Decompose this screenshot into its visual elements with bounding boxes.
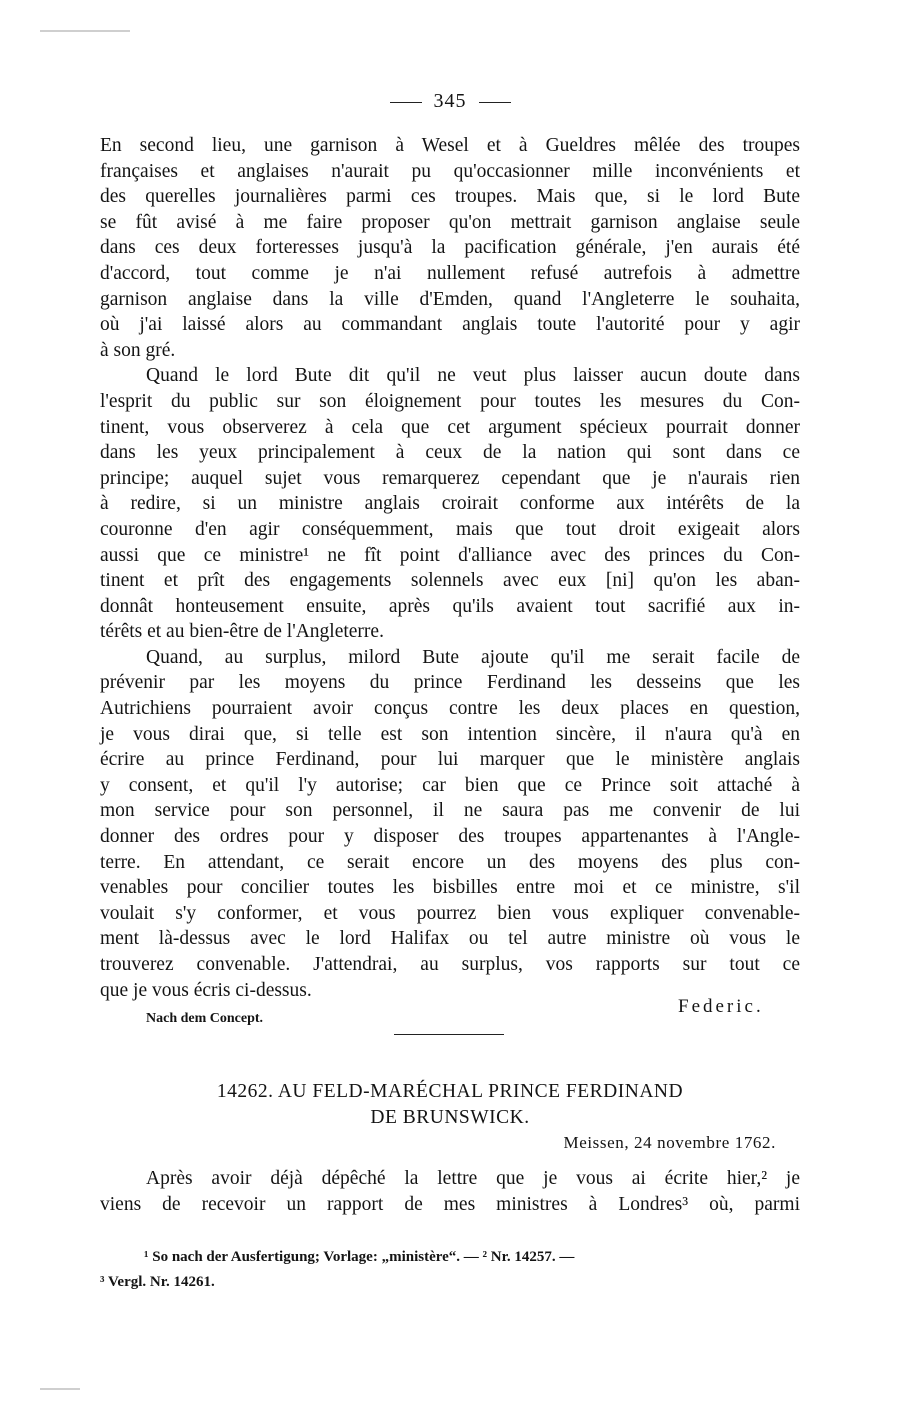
text-line: Autrichiens pourraient avoir conçus contre les deux places en question, (100, 698, 800, 720)
footnote-line: ¹ So nach der Ausfertigung; Vorlage: „ministère“. — ² Nr. 14257. — (144, 1249, 575, 1265)
rule-left (390, 102, 422, 103)
text-line: tinent, vous observerez à cela que cet argument spécieux pourrait donner (100, 416, 800, 438)
text-line: donner des ordres pour y disposer des troupes appartenantes à l'Angle- (100, 826, 800, 848)
letter-heading-line-1: 14262. AU FELD-MARÉCHAL PRINCE FERDINAND (216, 1081, 684, 1102)
paragraph (100, 363, 800, 645)
paragraph (100, 133, 800, 363)
letter-text (100, 1166, 800, 1217)
scan-speck (40, 30, 130, 32)
page-number-header (0, 90, 900, 113)
paragraph (100, 645, 800, 1003)
text-line: à redire, si un ministre anglais croirait conforme aux intérêts de la (100, 493, 800, 515)
text-line: des querelles journalières parmi ces troupes. Mais que, si le lord Bute (100, 186, 800, 208)
letter-dateline: Meissen, 24 novembre 1762. (563, 1133, 776, 1152)
text-line: donnât honteusement ensuite, après qu'ils avaient tout sacrifié aux in- (100, 595, 800, 617)
text-line: écrire au prince Ferdinand, pour lui marquer que le ministère anglais (100, 749, 800, 771)
text-line: viens de recevoir un rapport de mes ministres à Londres³ où, parmi (100, 1193, 800, 1215)
text-line: d'accord, tout comme je n'ai nullement refusé autrefois à admettre (100, 262, 800, 284)
text-line: ment là-dessus avec le lord Halifax ou tel autre ministre où vous le (100, 928, 800, 950)
text-line: térêts et au bien-être de l'Angleterre. (100, 621, 384, 643)
text-line: mon service pour son personnel, il ne saura pas me convenir de lui (100, 800, 800, 822)
footnote-line: ³ Vergl. Nr. 14261. (100, 1274, 215, 1290)
text-line: trouverez convenable. J'attendrai, au surplus, vos rapports sur tout ce (100, 954, 800, 975)
text-line: Après avoir déjà dépêché la lettre que je vous ai écrite hier,² je (146, 1168, 800, 1189)
text-line: voulait s'y conformer, et vous pourrez bien vous expliquer convenable- (100, 902, 800, 924)
rule-right (479, 102, 511, 103)
page-number: 345 (433, 90, 467, 112)
text-line: où j'ai laissé alors au commandant anglais toute l'autorité pour y agir (100, 314, 800, 336)
text-line: aussi que ce ministre¹ ne fît point d'alliance avec des princes du Con- (100, 544, 800, 566)
text-line: se fût avisé à me faire proposer qu'on mettrait garnison anglaise seule (100, 211, 800, 233)
section-divider (394, 1034, 504, 1035)
footnotes (100, 1245, 800, 1295)
text-line: l'esprit du public sur son éloignement pour toutes les mesures du Con- (100, 390, 800, 412)
signature: Federic. (678, 996, 764, 1017)
text-line: dans les yeux principalement à ceux de la nation qui sont dans ce (100, 442, 800, 464)
text-line: En second lieu, une garnison à Wesel et à Gueldres mêlée des troupes (100, 135, 800, 156)
letter-heading-line-2: DE BRUNSWICK. (370, 1107, 530, 1128)
source-note: Nach dem Concept. (146, 1011, 264, 1026)
text-line: venables pour concilier toutes les bisbilles entre moi et ce ministre, s'il (100, 877, 800, 899)
text-line: garnison anglaise dans la ville d'Emden, quand l'Angleterre le souhaita, (100, 288, 800, 310)
text-line: terre. En attendant, ce serait encore un des moyens des plus con- (100, 851, 800, 873)
text-line: y consent, et qu'il l'y autorise; car bien que ce Prince soit attaché à (100, 774, 800, 796)
text-line: Quand le lord Bute dit qu'il ne veut plus laisser aucun doute dans (146, 365, 800, 387)
text-line: à son gré. (100, 339, 176, 361)
text-line: françaises et anglaises n'aurait pu qu'occasionner mille inconvénients et (100, 160, 800, 182)
text-line: prévenir par les moyens du prince Ferdinand les desseins que les (100, 672, 800, 694)
main-text (100, 133, 800, 1003)
text-line: Quand, au surplus, milord Bute ajoute qu'il me serait facile de (146, 646, 800, 668)
text-line: couronne d'en agir conséquemment, mais que tout droit exigeait alors (100, 518, 800, 540)
text-line: que je vous écris ci-dessus. (100, 979, 312, 1001)
text-line: je vous dirai que, si telle est son intention sincère, il n'aura qu'à en (100, 723, 800, 745)
text-line: dans ces deux forteresses jusqu'à la pacification générale, j'en aurais été (100, 237, 800, 259)
text-line: principe; auquel sujet vous remarquerez cependant que je n'aurais rien (100, 467, 800, 489)
scan-speck (40, 1388, 80, 1390)
text-line: tinent et prît des engagements solennels avec eux [ni] qu'on les aban- (100, 570, 800, 592)
